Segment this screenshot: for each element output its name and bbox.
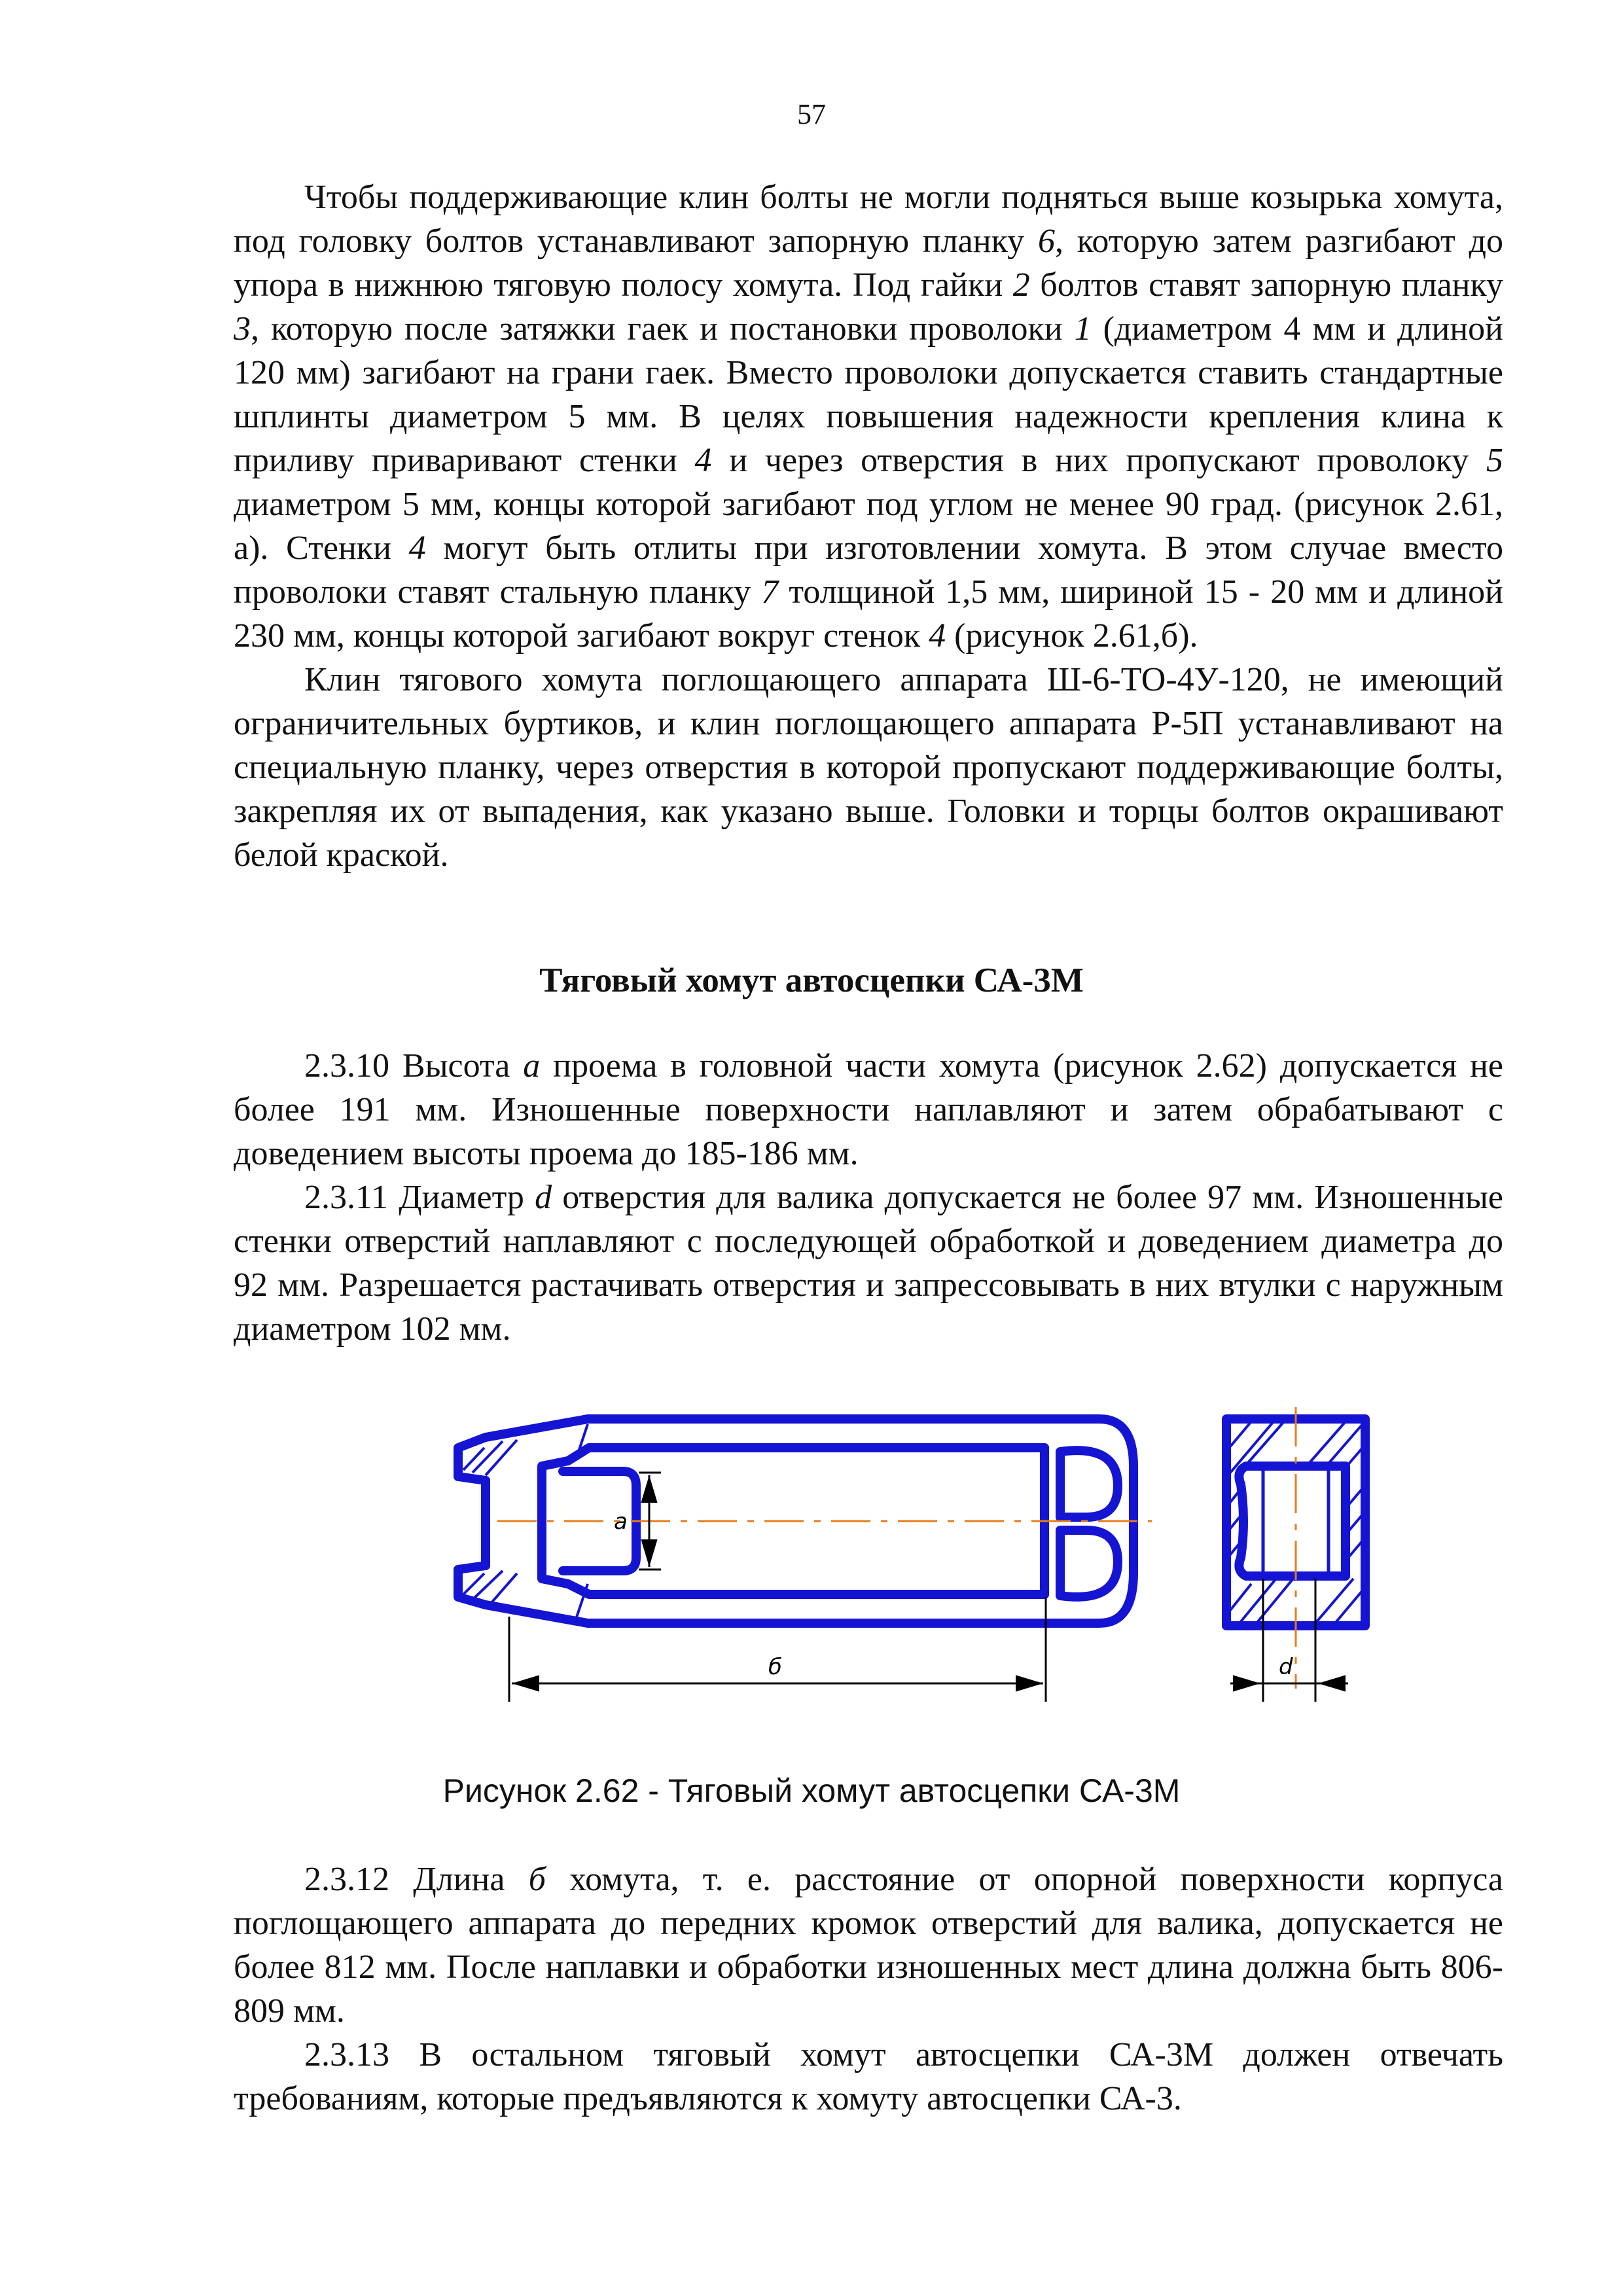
paragraph-2-3-10: 2.3.10 Высота а проема в головной части хомута (рисунок 2.62) допускается не более 191 мм. Изношенные поверхности наплавляют и затем обрабатывают с доведением высоты проема до 185-186 мм. [234, 1047, 1503, 1172]
yoke-section-view [1226, 1407, 1365, 1702]
paragraph-2-3-12: 2.3.12 Длина б хомута, т. е. расстояние от опорной поверхности корпуса поглощающего аппарата до передних кромок отверстий для валика, допускается не более 812 мм. После наплавки и обработки изношенных мест длина должна быть 806-809 мм. [234, 1861, 1503, 2030]
dimension-label-b: б [768, 1654, 782, 1680]
page-number: 57 [797, 98, 826, 130]
dimension-label-d: d [1279, 1654, 1293, 1680]
figure-caption: Рисунок 2.62 - Тяговый хомут автосцепки СА-3М [442, 1772, 1181, 1809]
section-heading: Тяговый хомут автосцепки СА-3М [539, 961, 1084, 999]
text-block-bottom [234, 1857, 1503, 2121]
dimension-label-a: а [614, 1509, 628, 1535]
yoke-side-view [458, 1419, 1152, 1702]
paragraph-clamp-bolts: Чтобы поддерживающие клин болты не могли подняться выше козырька хомута, под головку болтов устанавливают запорную планку 6, которую затем разгибают до упора в нижнюю тяговую полосу хомута. Под гайки 2 болтов ставят запорную планку 3, которую после затяжки гаек и постановки проволоки 1 (диаметром 4 мм и длиной 120 мм) загибают на грани гаек. Вместо проволоки допускается ставить стандартные шплинты диаметром 5 мм. В целях повышения надежности крепления клина к приливу приваривают стенки 4 и через отверстия в них пропускают проволоку 5 диаметром 5 мм, концы которой загибают под углом не менее 90 град. (рисунок 2.61, а). Стенки 4 могут быть отлиты при изготовлении хомута. В этом случае вместо проволоки ставят стальную планку 7 толщиной 1,5 мм, шириной 15 - 20 мм и длиной 230 мм, концы которой загибают вокруг стенок 4 (рисунок 2.61,б). [234, 179, 1503, 655]
paragraph-wedge-plank: Клин тягового хомута поглощающего аппарата Ш-6-ТО-4У-120, не имеющий ограничительных буртиков, и клин поглощающего аппарата Р-5П устанавливают на специальную планку, через отверстия в которой пропускают поддерживающие болты, закрепляя их от выпадения, как указано выше. Головки и торцы болтов окрашивают белой краской. [234, 661, 1503, 874]
paragraph-2-3-13: 2.3.13 В остальном тяговый хомут автосцепки СА-3М должен отвечать требованиям, которые предъявляются к хомуту автосцепки СА-3. [234, 2036, 1503, 2117]
paragraph-2-3-11: 2.3.11 Диаметр d отверстия для валика допускается не более 97 мм. Изношенные стенки отверстий наплавляют с последующей обработкой и доведением диаметра до 92 мм. Разрешается растачивать отверстия и запрессовывать в них втулки с наружным диаметром 102 мм. [234, 1179, 1503, 1348]
